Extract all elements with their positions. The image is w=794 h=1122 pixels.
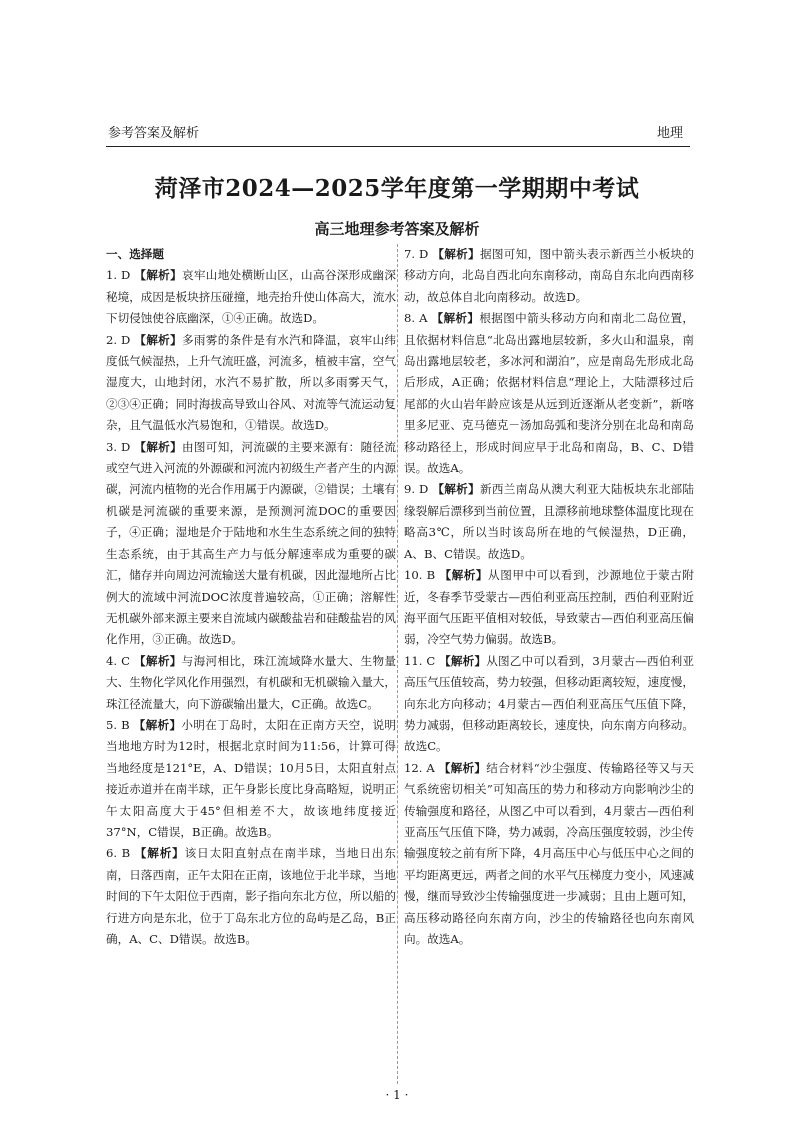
answer-item-6: 6. B 【解析】该日太阳直射点在南半球，当地日出东南，日落西南，正午太阳在正南，该地位于北半球，当地时间的下午太阳位于西南，影子指向东北方位，所以船的行进方向是东北，位于丁岛东北方位的岛屿是乙岛，B正确，A、C、D错误。故选B。 [106, 846, 396, 946]
answer-item-5: 5. B 【解析】小明在丁岛时，太阳在正南方天空，说明当地地方时为12时，根据北京时间为11:56，计算可得当地经度是121°E，A、D错误；10月5日，太阳直射点接近赤道并在南半球，正午身影长度比身高略短，说明正午太阳高度大于45°但相差不大，故该地纬度接近37°N，C错误，B正确。故选B。 [106, 717, 396, 839]
header-subject-label: 地理 [656, 126, 683, 141]
answer-item-8: 8. A 【解析】根据图中箭头移动方向和南北二岛位置，且依据材料信息“北岛出露地层较新，多火山和温泉，南岛出露地层较老，多冰河和湖泊”，应是南岛先形成北岛后形成，A正确；依据材料信息“理论上，大陆漂移过后尾部的火山岩年龄应该是从远到近逐渐从老变新”，新喀里多尼亚、克马德克－汤加岛弧和斐济分别在北岛和南岛移动路径上，形成时间应早于北岛和南岛，B、C、D错误。故选A。 [404, 311, 694, 476]
section-heading: 一、选择题 [106, 247, 164, 261]
answer-item-10: 10. B 【解析】从图甲中可以看到，沙源地位于蒙古附近，冬春季节受蒙古—西伯利亚高压控制，西伯利亚附近海平面气压距平值相对较低，导致蒙古—西伯利亚高压偏弱，冷空气势力偏弱。故选B。 [404, 568, 694, 647]
header-divider [106, 146, 690, 147]
page-title: 菏泽市2024—2025学年度第一学期期中考试 [154, 175, 640, 202]
right-column [404, 244, 694, 950]
page-number: · 1 · [385, 1088, 409, 1102]
header-section-label: 参考答案及解析 [108, 126, 200, 141]
page-subtitle: 高三地理参考答案及解析 [314, 220, 480, 238]
answer-item-9: 9. D 【解析】新西兰南岛从澳大利亚大陆板块东北部陆缘裂解后漂移到当前位置，且漂移前地球整体温度比现在略高3℃，所以当时该岛所在地的气候湿热，D正确，A、B、C错误。故选D。 [404, 482, 694, 561]
answer-item-2: 2. D 【解析】多雨雾的条件是有水汽和降温，哀牢山纬度低气候湿热，上升气流旺盛，河流多，植被丰富，空气湿度大，山地封闭，水汽不易扩散，所以多雨雾天气，②③④正确；同时海拔高导致山谷风、对流等气流运动复杂，且气温低水汽易饱和，①错误。故选D。 [106, 332, 396, 433]
answer-item-1: 1. D 【解析】哀牢山地处横断山区，山高谷深形成幽深秘境，成因是板块挤压碰撞，地壳抬升使山体高大，流水下切侵蚀使谷底幽深，①④正确。故选D。 [106, 268, 396, 326]
answer-item-11: 11. C 【解析】从图乙中可以看到，3月蒙古—西伯利亚高压气压值较高，势力较强，但移动距离较短，速度慢，向东北方向移动；4月蒙古—西伯利亚高压气压值下降，势力减弱，但移动距离较长，速度快，向东南方向移动。故选C。 [404, 653, 694, 754]
left-column [106, 244, 396, 950]
answer-item-4: 4. C 【解析】与海河相比，珠江流域降水量大、生物量大、生物化学风化作用强烈，有机碳和无机碳输入量大，珠江径流量大，向下游碳输出量大，C正确。故选C。 [106, 653, 396, 711]
answer-item-3: 3. D 【解析】由图可知，河流碳的主要来源有：随径流或空气进入河流的外源碳和河流内初级生产者产生的内源碳，河流内植物的光合作用属于内源碳，②错误；土壤有机碳是河流碳的重要来源，是预测河流DOC的重要因子，④正确；湿地是介于陆地和水生生态系统之间的独特生态系统，由于其高生产力与低分解速率成为重要的碳汇，储存并向周边河流输送大量有机碳，因此湿地所占比例大的流域中河流DOC浓度普遍较高，①正确；溶解性无机碳外部来源主要来自流域内碳酸盐岩和硅酸盐岩的风化作用，③正确。故选D。 [106, 439, 396, 647]
answer-item-7: 7. D 【解析】据图可知，图中箭头表示新西兰小板块的移动方向，北岛自西北向东南移动，南岛自东北向西南移动，故总体自北向南移动。故选D。 [404, 247, 694, 304]
column-divider [397, 244, 398, 1084]
answer-item-12: 12. A 【解析】结合材料“沙尘强度、传输路径等又与天气系统密切相关”可知高压的势力和移动方向影响沙尘的传输强度和路径，从图乙中可以看到，4月蒙古—西伯利亚高压气压值下降，势力减弱，冷高压强度较弱，沙尘传输强度较之前有所下降，4月高压中心与低压中心之间的平均距离更远，两者之间的水平气压梯度力变小，风速减慢，继而导致沙尘传输强度进一步减弱；且由上题可知，高压移动路径向东南方向，沙尘的传输路径也向东南风向。故选A。 [404, 760, 694, 946]
